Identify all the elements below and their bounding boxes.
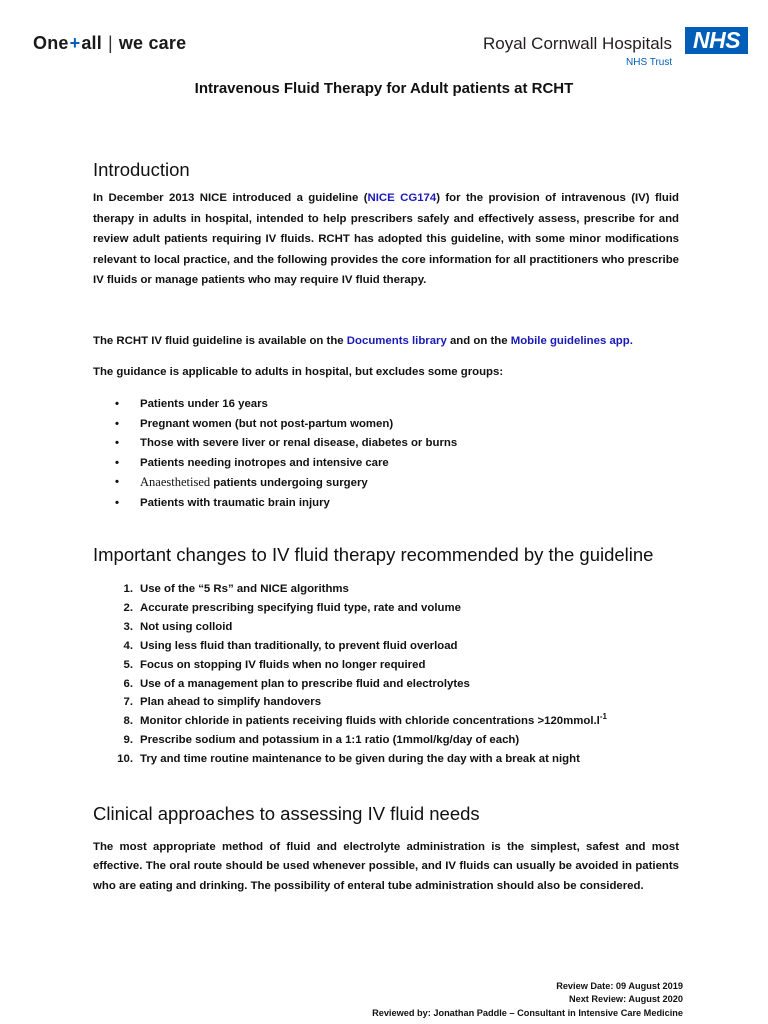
list-item: 9. Prescribe sodium and potassium in a 1:1 ratio (1mmol/kg/day of each): [123, 734, 520, 747]
intro-text-after: ) for the provision of intravenous (IV) fluid therapy in adults in hospital, intended to help prescribers safely and effectively assess, prescribe for and review adult patients requiring IV fluids. RCHT has adopted this guideline, with some minor modifications relevant to local practice, and the following provides the core information for all practitioners who prescribe IV fluids or manage patients who may require IV fluid therapy.: [93, 192, 679, 287]
anaesthetised-word: Anaesthetised: [140, 475, 211, 490]
review-date: Review Date: 09 August 2019: [556, 981, 683, 991]
bullet-icon: •: [115, 476, 119, 489]
slogan-separator: |: [107, 33, 113, 53]
list-item: 2. Accurate prescribing specifying fluid type, rate and volume: [123, 601, 461, 614]
list-item: • Pregnant women (but not post-partum women): [115, 415, 457, 435]
list-item: 7. Plan ahead to simplify handovers: [123, 696, 322, 709]
list-item: 6. Use of a management plan to prescribe fluid and electrolytes: [123, 677, 470, 690]
reviewed-by: Reviewed by: Jonathan Paddle – Consultant in Intensive Care Medicine: [372, 1007, 683, 1018]
bullet-icon: •: [115, 437, 119, 450]
document-title: Intravenous Fluid Therapy for Adult patients at RCHT: [194, 80, 574, 97]
clinical-heading: Clinical approaches to assessing IV fluid needs: [93, 803, 480, 824]
slogan-all: all: [81, 33, 102, 53]
list-item: • Patients under 16 years: [115, 395, 457, 415]
intro-text-before: In December 2013 NICE introduced a guideline (: [93, 192, 368, 204]
intro-paragraph: [93, 188, 679, 291]
nice-cg174-link[interactable]: NICE CG174: [367, 192, 437, 204]
footer: [372, 980, 683, 1020]
one-and-all-logo: [33, 33, 186, 54]
slogan-plus: +: [69, 33, 81, 53]
nhs-logo: NHS: [685, 27, 748, 54]
list-item: 3. Not using colloid: [123, 620, 233, 633]
exclusions-list: [115, 395, 457, 514]
list-item: • Patients with traumatic brain injury: [115, 494, 457, 514]
list-item: 4. Using less fluid than traditionally, to prevent fluid overload: [123, 639, 458, 652]
list-item: 10. Try and time routine maintenance to be given during the day with a break at night: [117, 753, 580, 766]
slogan-one: One: [33, 33, 69, 53]
bullet-icon: •: [115, 398, 119, 410]
superscript-minus-one: -1: [599, 712, 607, 722]
clinical-paragraph: The most appropriate method of fluid and electrolyte administration is the simplest, safest and most effective. The oral route should be used whenever possible, and IV fluids can usually be avoided in patients who are eating and drinking. The possibility of enteral tube administration should also be considered.: [93, 841, 679, 892]
list-item: 8. Monitor chloride in patients receiving fluids with chloride concentrations $>120mmol.l^{-1}$: [123, 712, 607, 728]
availability-text-before: The RCHT IV fluid guideline is available on the: [93, 335, 347, 347]
availability-paragraph: [93, 331, 633, 352]
bullet-icon: •: [115, 496, 119, 509]
introduction-heading: Introduction: [93, 159, 190, 180]
list-item: • Anaesthetised patients undergoing surgery: [115, 473, 457, 494]
list-item: • Those with severe liver or renal disease, diabetes or burns: [115, 434, 457, 454]
availability-text-mid: and on the: [446, 335, 511, 347]
trust-subtitle: NHS Trust: [626, 57, 673, 68]
slogan-we-care: we care: [118, 33, 187, 53]
list-item: 5. Focus on stopping IV fluids when no longer required: [123, 658, 426, 671]
list-item: 1. Use of the “5 Rs” and NICE algorithms: [123, 583, 349, 595]
bullet-icon: •: [115, 417, 119, 430]
next-review: Next Review: August 2020: [568, 994, 683, 1005]
trust-name: Royal Cornwall Hospitals: [483, 34, 672, 53]
changes-list: [115, 580, 607, 769]
mobile-guidelines-app-link[interactable]: Mobile guidelines app.: [510, 335, 633, 347]
list-item: • Patients needing inotropes and intensive care: [115, 454, 457, 474]
changes-heading: Important changes to IV fluid therapy recommended by the guideline: [93, 544, 654, 565]
documents-library-link[interactable]: Documents library: [346, 335, 447, 347]
applicability-paragraph: The guidance is applicable to adults in hospital, but excludes some groups:: [93, 366, 504, 378]
bullet-icon: •: [115, 456, 119, 469]
